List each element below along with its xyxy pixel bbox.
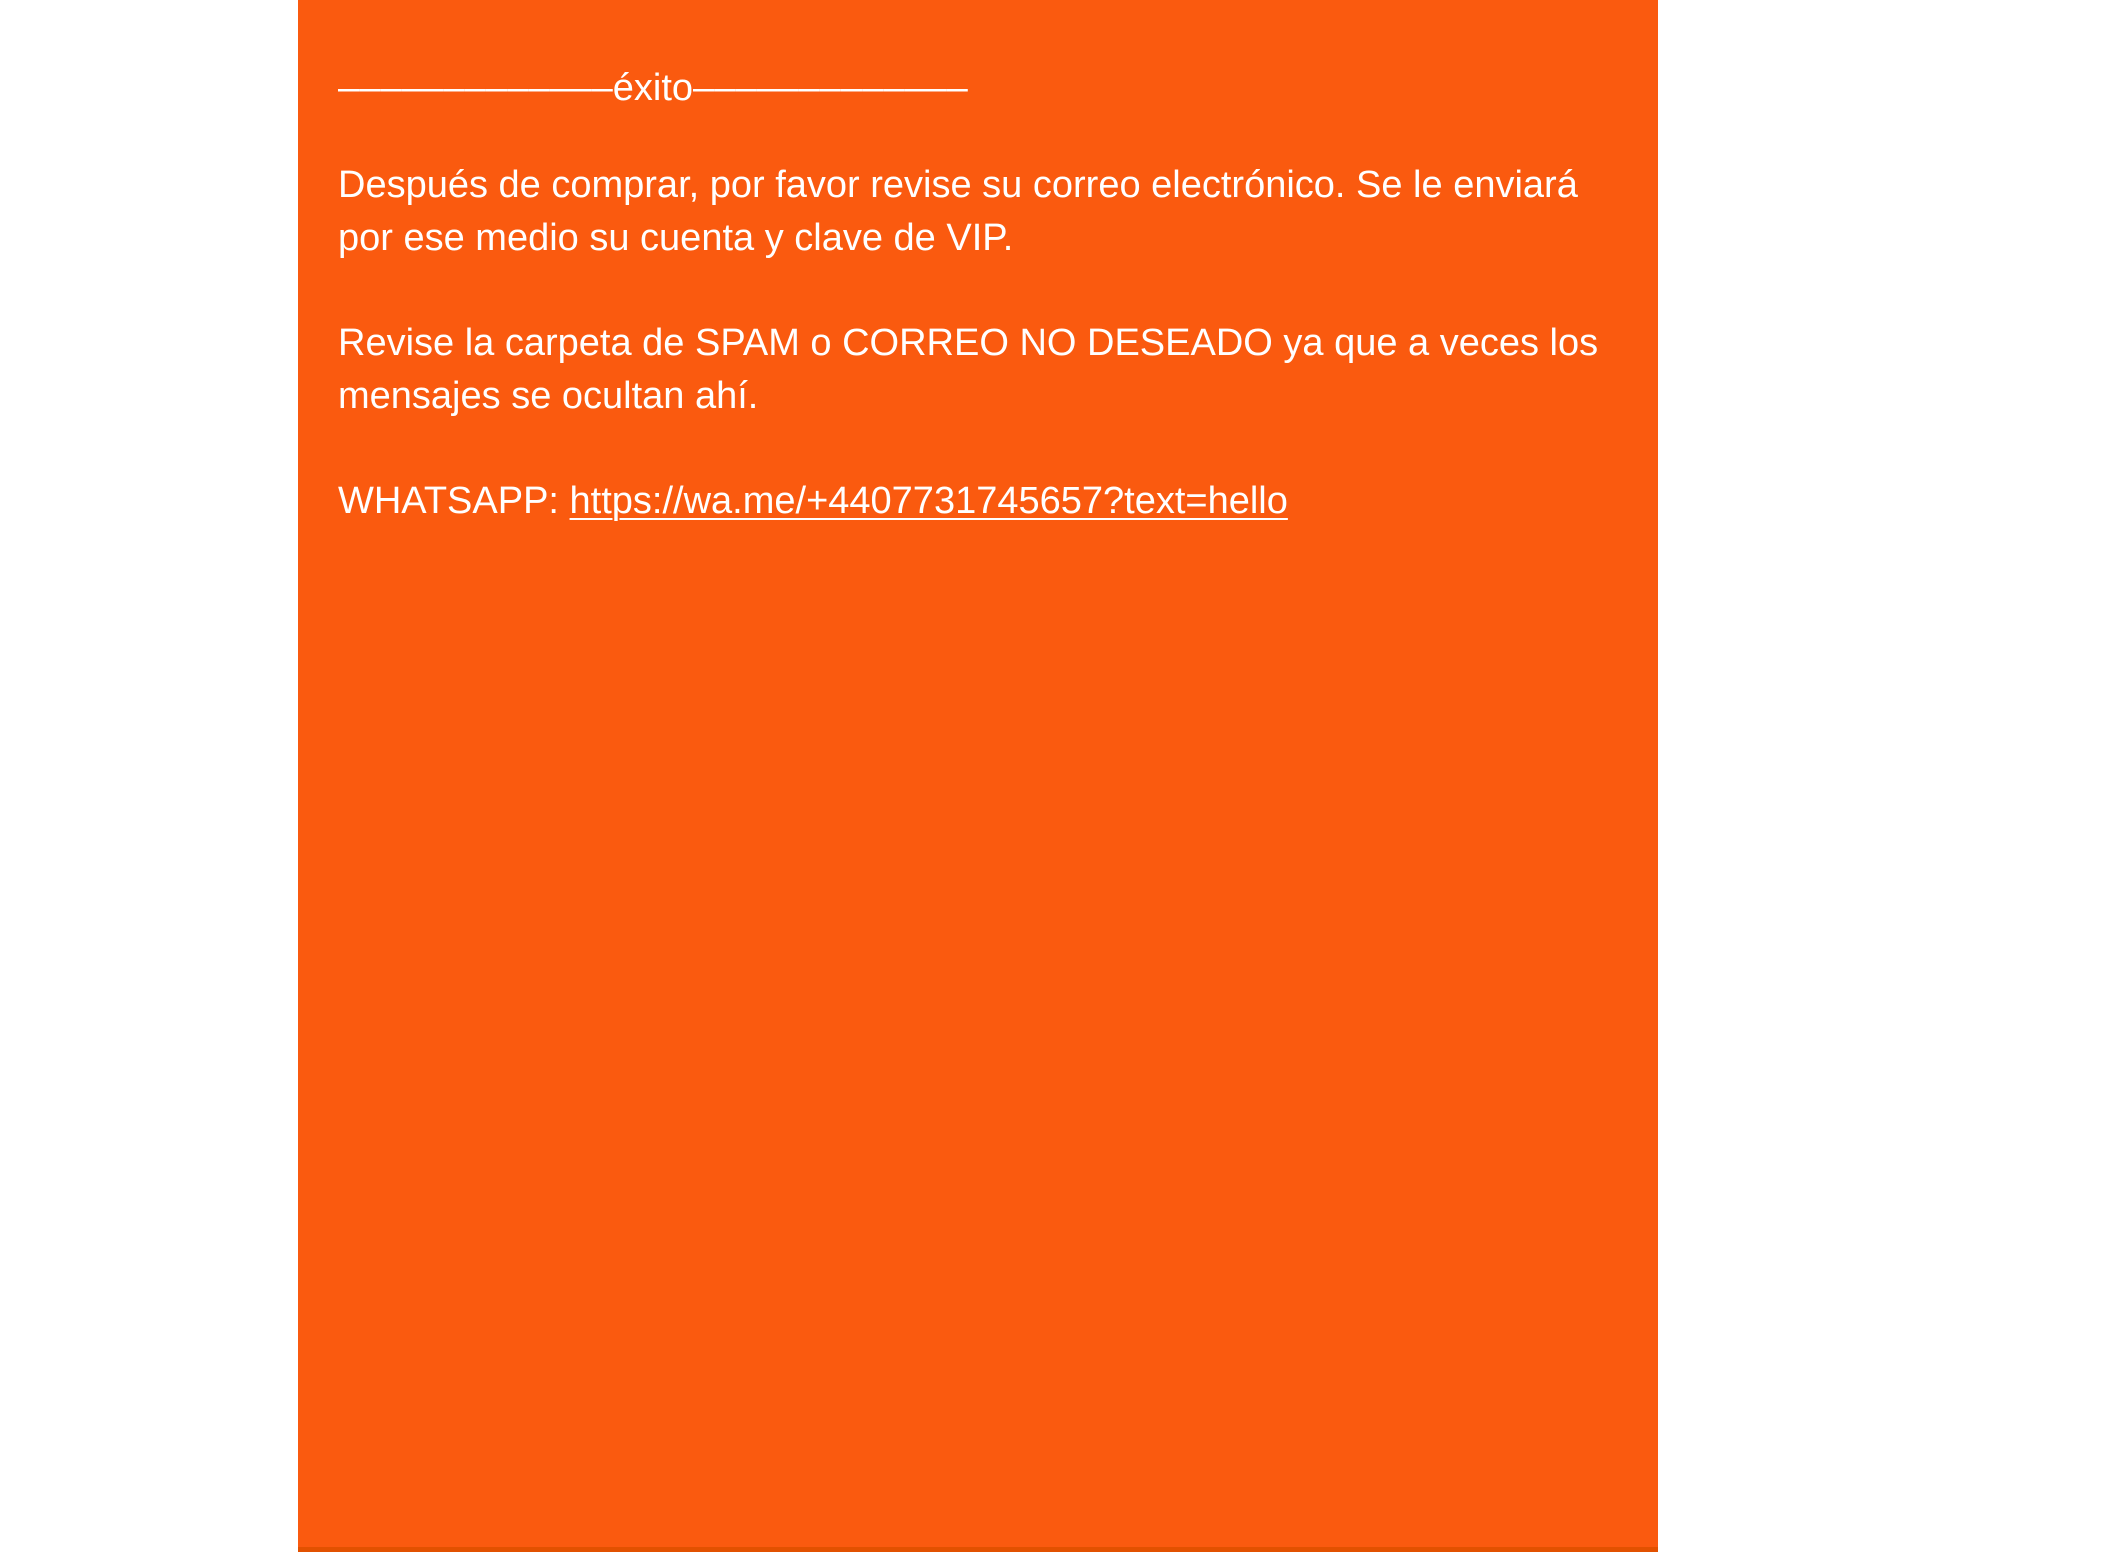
- panel-bottom-edge: [298, 1547, 1658, 1552]
- success-divider: –––––––––––––éxito–––––––––––––: [338, 67, 968, 109]
- success-panel: [298, 0, 1658, 1552]
- whatsapp-label: WHATSAPP:: [338, 480, 570, 522]
- whatsapp-link[interactable]: https://wa.me/+4407731745657?text=hello: [569, 480, 1288, 522]
- whatsapp-line: [338, 475, 1618, 528]
- instructions-paragraph: Después de comprar, por favor revise su correo electrónico. Se le enviará por ese medio su cuenta y clave de VIP.: [338, 164, 1578, 259]
- spam-notice-paragraph: Revise la carpeta de SPAM o CORREO NO DESEADO ya que a veces los mensajes se ocultan ahí.: [338, 322, 1599, 417]
